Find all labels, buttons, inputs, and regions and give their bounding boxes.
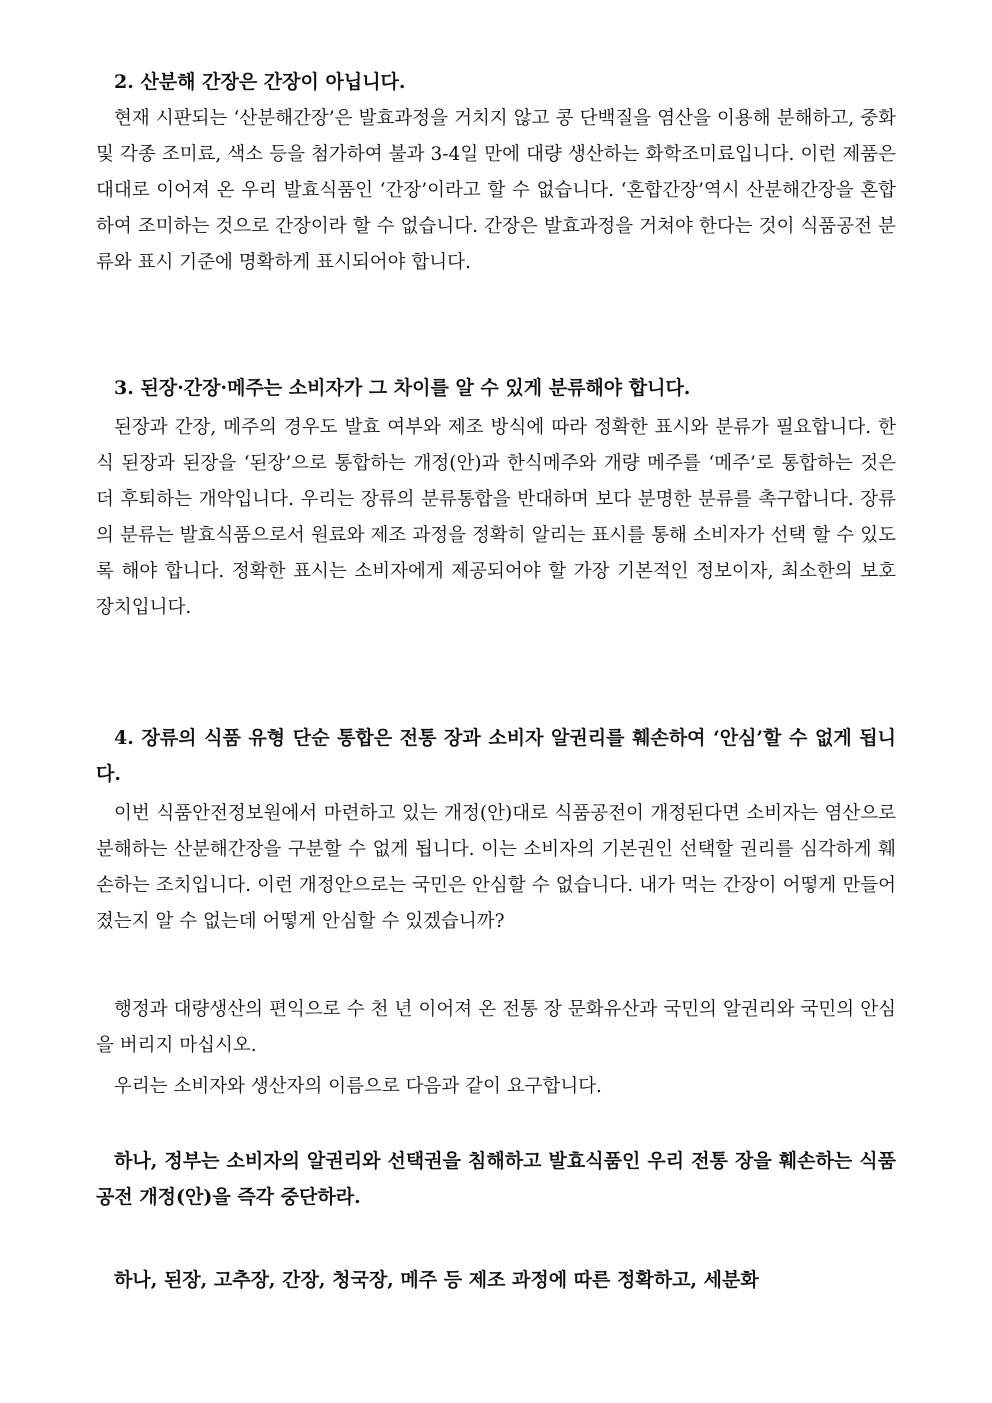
section-3-body: 된장과 간장, 메주의 경우도 발효 여부와 제조 방식에 따라 정확한 표시와 분류가 필요합니다. 한식 된장과 된장을 ‘된장’으로 통합하는 개정(안)과 한식메주와 개량 메주를 ‘메주’로 통합하는 것은 더 후퇴하는 개악입니다. 우리는 장류의 분류통합을 반대하며 보다 분명한 분류를 촉구합니다. 장류의 분류는 발효식품으로서 원료와 제조 과정을 정확히 알리는 표시를 통해 소비자가 선택 할 수 있도록 해야 합니다. 정확한 표시는 소비자에게 제공되어야 할 가장 기본적인 정보이자, 최소한의 보호 장치입니다.	[96, 417, 896, 618]
demand-item-1: 하나, 정부는 소비자의 알권리와 선택권을 침해하고 발효식품인 우리 전통 장을 훼손하는 식품공전 개정(안)을 즉각 중단하라.	[96, 1150, 896, 1208]
section-3-heading: 3. 된장·간장·메주는 소비자가 그 차이를 알 수 있게 분류해야 합니다.	[114, 377, 691, 399]
section-4-body-3: 우리는 소비자와 생산자의 이름으로 다음과 같이 요구합니다.	[114, 1076, 602, 1097]
section-4-heading: 4. 장류의 식품 유형 단순 통합은 전통 장과 소비자 알권리를 훼손하여 ‘안심’할 수 없게 됩니다.	[96, 727, 896, 785]
section-2-body: 현재 시판되는 ‘산분해간장’은 발효과정을 거치지 않고 콩 단백질을 염산을 이용해 분해하고, 중화 및 각종 조미료, 색소 등을 첨가하여 불과 3-4일 만에 대량 생산하는 화학조미료입니다. 이런 제품은 대대로 이어져 온 우리 발효식품인 ‘간장’이라고 할 수 없습니다. ‘혼합간장’역시 산분해간장을 혼합하여 조미하는 것으로 간장이라 할 수 없습니다. 간장은 발효과정을 거쳐야 한다는 것이 식품공전 분류와 표시 기준에 명확하게 표시되어야 합니다.	[96, 108, 896, 273]
demand-item-2: 하나, 된장, 고추장, 간장, 청국장, 메주 등 제조 과정에 따른 정확하고, 세분화	[114, 1269, 759, 1291]
section-2-heading: 2. 산분해 간장은 간장이 아닙니다.	[114, 71, 406, 93]
section-4-body-1: 이번 식품안전정보원에서 마련하고 있는 개정(안)대로 식품공전이 개정된다면 소비자는 염산으로 분해하는 산분해간장을 구분할 수 없게 됩니다. 이는 소비자의 기본권인 선택할 권리를 심각하게 훼손하는 조치입니다. 이런 개정안으로는 국민은 안심할 수 없습니다. 내가 먹는 간장이 어떻게 만들어졌는지 알 수 없는데 어떻게 안심할 수 있겠습니까?	[96, 803, 896, 932]
section-4-body-2: 행정과 대량생산의 편익으로 수 천 년 이어져 온 전통 장 문화유산과 국민의 알권리와 국민의 안심을 버리지 마십시오.	[96, 999, 896, 1056]
